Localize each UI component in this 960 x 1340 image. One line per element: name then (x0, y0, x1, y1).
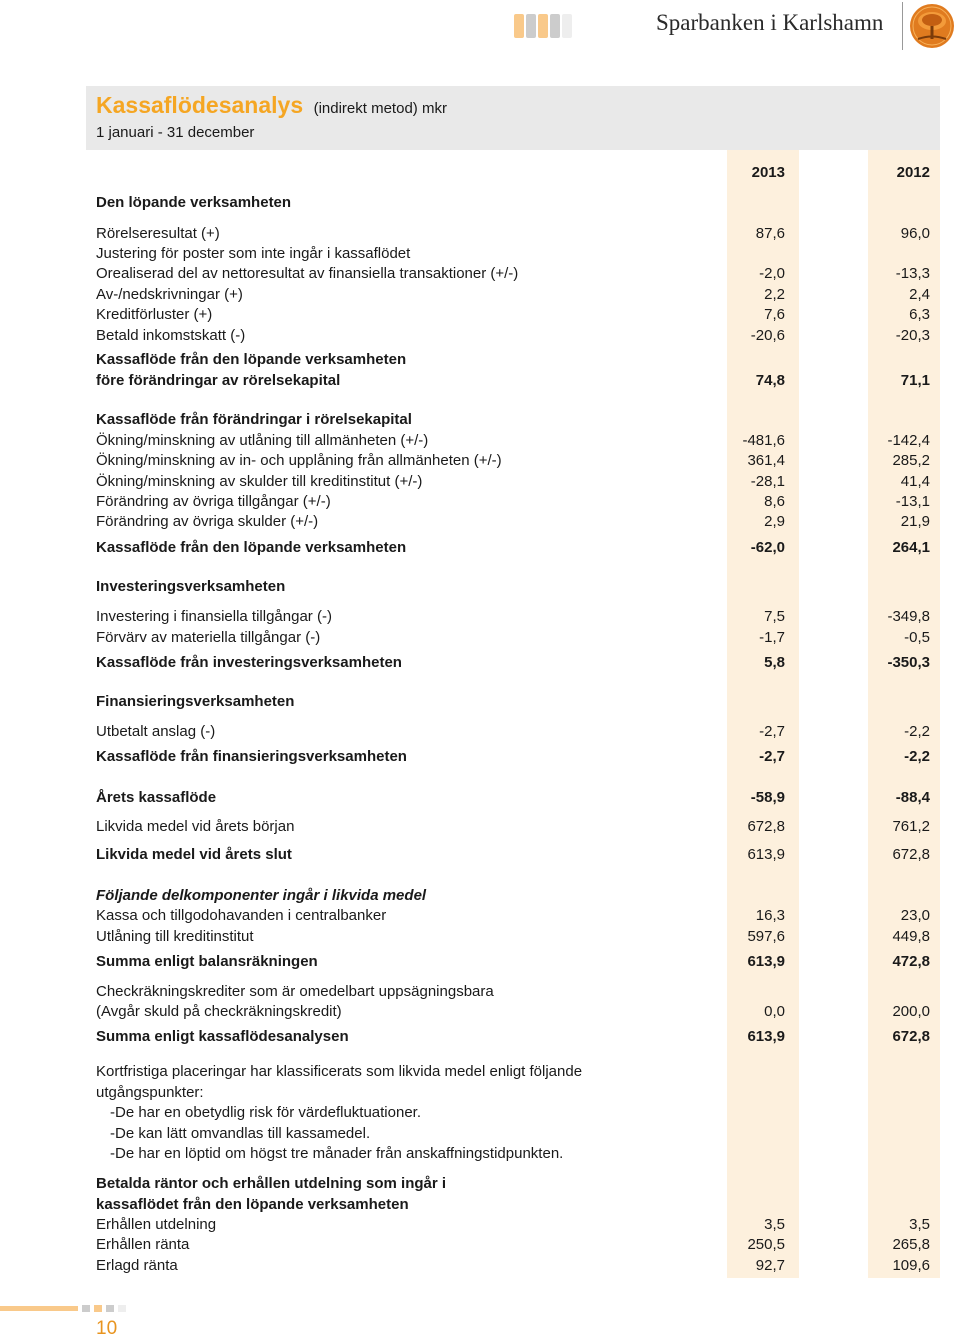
value-2013: -2,0 (759, 265, 785, 282)
year-previous: 2012 (896, 164, 930, 181)
value-2012: 3,5 (909, 1216, 930, 1233)
table-row (96, 722, 930, 742)
table-row (96, 906, 930, 926)
table-row (96, 577, 930, 597)
title-suffix: (indirekt metod) mkr (313, 100, 447, 117)
value-2012: -88,4 (895, 789, 930, 806)
tree-logo-icon (908, 2, 956, 50)
table-row (96, 607, 930, 627)
logo-square (514, 14, 524, 38)
row-label: Ökning/minskning av in- och upplåning från allmänheten (+/-) (96, 452, 502, 469)
value-2013: 2,2 (764, 286, 785, 303)
value-2013: 87,6 (755, 225, 785, 242)
value-2012: 264,1 (892, 539, 930, 556)
table-row (96, 952, 930, 972)
footer-square (94, 1305, 102, 1312)
row-label: Årets kassaflöde (96, 789, 217, 806)
row-label: Den löpande verksamheten (96, 194, 292, 211)
value-2013: 16,3 (755, 907, 785, 924)
page-title (96, 92, 447, 119)
value-2013: -62,0 (750, 539, 785, 556)
value-2013: 3,5 (764, 1216, 785, 1233)
value-2013: -1,7 (759, 629, 785, 646)
note-line: utgångspunkter: (96, 1083, 204, 1101)
row-label: Summa enligt kassaflödesanalysen (96, 1028, 349, 1045)
table-row (96, 431, 930, 451)
value-2012: 200,0 (892, 1003, 930, 1020)
value-2013: -2,7 (759, 748, 785, 765)
footer-square (118, 1305, 126, 1312)
value-2013: 613,9 (747, 953, 785, 970)
value-2013: 8,6 (764, 493, 785, 510)
value-2013: 672,8 (747, 818, 785, 835)
table-row (96, 817, 930, 837)
row-label: Förvärv av materiella tillgångar (-) (96, 629, 321, 646)
value-2013: 7,6 (764, 306, 785, 323)
period: 1 januari - 31 december (96, 124, 255, 141)
row-label: Kassa och tillgodohavanden i centralbanker (96, 907, 387, 924)
table-row (96, 1215, 930, 1235)
value-2012: 472,8 (892, 953, 930, 970)
value-2013: 7,5 (764, 608, 785, 625)
table-row (96, 692, 930, 712)
value-2012: 265,8 (892, 1236, 930, 1253)
value-2012: -13,1 (895, 493, 930, 510)
value-2012: 449,8 (892, 928, 930, 945)
row-label: Erlagd ränta (96, 1257, 178, 1274)
row-label: Summa enligt balansräkningen (96, 953, 318, 970)
value-2013: 250,5 (747, 1236, 785, 1253)
table-row (96, 451, 930, 471)
footer-square (82, 1305, 90, 1312)
footer-square (106, 1305, 114, 1312)
note-bullet: -De har en obetydlig risk för värdefluktuationer. (110, 1104, 421, 1121)
row-label: Likvida medel vid årets slut (96, 846, 292, 863)
row-label: Betald inkomstskatt (-) (96, 327, 246, 344)
value-2012: -349,8 (887, 608, 930, 625)
value-2012: 96,0 (900, 225, 930, 242)
value-2013: 0,0 (764, 1003, 785, 1020)
row-label: Investeringsverksamheten (96, 578, 286, 595)
table-row (96, 305, 930, 325)
table-row (96, 285, 930, 305)
table-row (96, 927, 930, 947)
value-2012: 2,4 (909, 286, 930, 303)
table-row (96, 747, 930, 767)
row-label: Justering för poster som inte ingår i kassaflödet (96, 245, 411, 262)
row-label: Utbetalt anslag (-) (96, 723, 216, 740)
value-2012: 41,4 (900, 473, 930, 490)
interest-heading-line: kassaflödet från den löpande verksamheten (96, 1195, 409, 1213)
row-label: Kassaflöde från den löpande verksamheten (96, 351, 407, 368)
value-2012: 21,9 (900, 513, 930, 530)
value-2013: 92,7 (755, 1257, 785, 1274)
table-row (96, 845, 930, 865)
footer-bar (0, 1306, 78, 1311)
row-label: Kassaflöde från den löpande verksamheten (96, 539, 407, 556)
row-label: Erhållen ränta (96, 1236, 190, 1253)
title-main: Kassaflödesanalys (96, 92, 304, 118)
value-2013: 361,4 (747, 452, 785, 469)
value-2013: 2,9 (764, 513, 785, 530)
value-2012: 761,2 (892, 818, 930, 835)
table-row (96, 244, 930, 264)
liquidity-note (96, 1062, 582, 1165)
row-label: Rörelseresultat (+) (96, 225, 220, 242)
page-number: 10 (96, 1318, 118, 1339)
row-label: före förändringar av rörelsekapital (96, 372, 341, 389)
value-2012: -350,3 (887, 654, 930, 671)
row-label: Förändring av övriga skulder (+/-) (96, 513, 319, 530)
value-2012: 23,0 (900, 907, 930, 924)
table-row (96, 193, 930, 213)
table-row (96, 886, 930, 906)
row-label: Kassaflöde från finansieringsverksamheten (96, 748, 407, 765)
value-2012: 285,2 (892, 452, 930, 469)
value-2012: -2,2 (904, 723, 930, 740)
table-row (96, 326, 930, 346)
value-2012: 672,8 (892, 1028, 930, 1045)
row-label: Kassaflöde från förändringar i rörelsekapital (96, 411, 412, 428)
value-2012: 6,3 (909, 306, 930, 323)
note-bullet: -De har en löptid om högst tre månader från anskaffningstidpunkten. (110, 1145, 564, 1162)
table-row (96, 1256, 930, 1276)
row-label: Investering i finansiella tillgångar (-) (96, 608, 332, 625)
row-label: Av-/nedskrivningar (+) (96, 286, 243, 303)
logo-divider (902, 2, 903, 50)
row-label: Ökning/minskning av skulder till kreditinstitut (+/-) (96, 473, 423, 490)
value-2013: -2,7 (759, 723, 785, 740)
bank-name: Sparbanken i Karlshamn (656, 10, 884, 35)
value-2012: -20,3 (895, 327, 930, 344)
table-row (96, 350, 930, 370)
value-2013: 74,8 (755, 372, 785, 389)
value-2012: -142,4 (887, 432, 930, 449)
logo-square (550, 14, 560, 38)
interest-heading-line: Betalda räntor och erhållen utdelning som ingår i (96, 1175, 447, 1192)
table-row (96, 371, 930, 391)
table-row (96, 1235, 930, 1255)
row-label: Erhållen utdelning (96, 1216, 217, 1233)
table-row (96, 982, 930, 1002)
value-2012: -13,3 (895, 265, 930, 282)
logo-square (562, 14, 572, 38)
value-2013: 5,8 (764, 654, 785, 671)
row-label: Förändring av övriga tillgångar (+/-) (96, 493, 331, 510)
note-bullet: -De kan lätt omvandlas till kassamedel. (110, 1124, 371, 1142)
table-row (96, 1002, 930, 1022)
interest-heading (96, 1174, 446, 1215)
table-row (96, 628, 930, 648)
value-2013: -58,9 (750, 789, 785, 806)
table-row (96, 264, 930, 284)
table-row (96, 410, 930, 430)
table-row (96, 224, 930, 244)
value-2012: 71,1 (900, 372, 930, 389)
row-label: (Avgår skuld på checkräkningskredit) (96, 1003, 342, 1020)
row-label: Orealiserad del av nettoresultat av finansiella transaktioner (+/-) (96, 265, 519, 282)
year-current: 2013 (751, 164, 785, 181)
logo-square (526, 14, 536, 38)
value-2013: -28,1 (750, 473, 785, 490)
table-row (96, 788, 930, 808)
row-label: Likvida medel vid årets början (96, 818, 295, 835)
value-2013: -20,6 (750, 327, 785, 344)
column-header-row (96, 163, 930, 183)
table-row (96, 472, 930, 492)
row-label: Checkräkningskrediter som är omedelbart uppsägningsbara (96, 983, 494, 1000)
row-label: Finansieringsverksamheten (96, 693, 295, 710)
value-2012: -0,5 (904, 629, 930, 646)
table-row (96, 512, 930, 532)
logo-square (538, 14, 548, 38)
value-2013: 597,6 (747, 928, 785, 945)
row-label: Utlåning till kreditinstitut (96, 928, 254, 945)
row-label: Ökning/minskning av utlåning till allmänheten (+/-) (96, 432, 429, 449)
row-label: Följande delkomponenter ingår i likvida medel (96, 887, 427, 904)
table-row (96, 538, 930, 558)
value-2013: -481,6 (742, 432, 785, 449)
row-label: Kreditförluster (+) (96, 306, 213, 323)
table-row (96, 1027, 930, 1047)
table-row (96, 653, 930, 673)
value-2012: -2,2 (904, 748, 930, 765)
value-2013: 613,9 (747, 1028, 785, 1045)
table-row (96, 492, 930, 512)
value-2012: 672,8 (892, 846, 930, 863)
value-2012: 109,6 (892, 1257, 930, 1274)
row-label: Kassaflöde från investeringsverksamheten (96, 654, 402, 671)
note-line: Kortfristiga placeringar har klassificerats som likvida medel enligt följande (96, 1063, 583, 1080)
value-2013: 613,9 (747, 846, 785, 863)
